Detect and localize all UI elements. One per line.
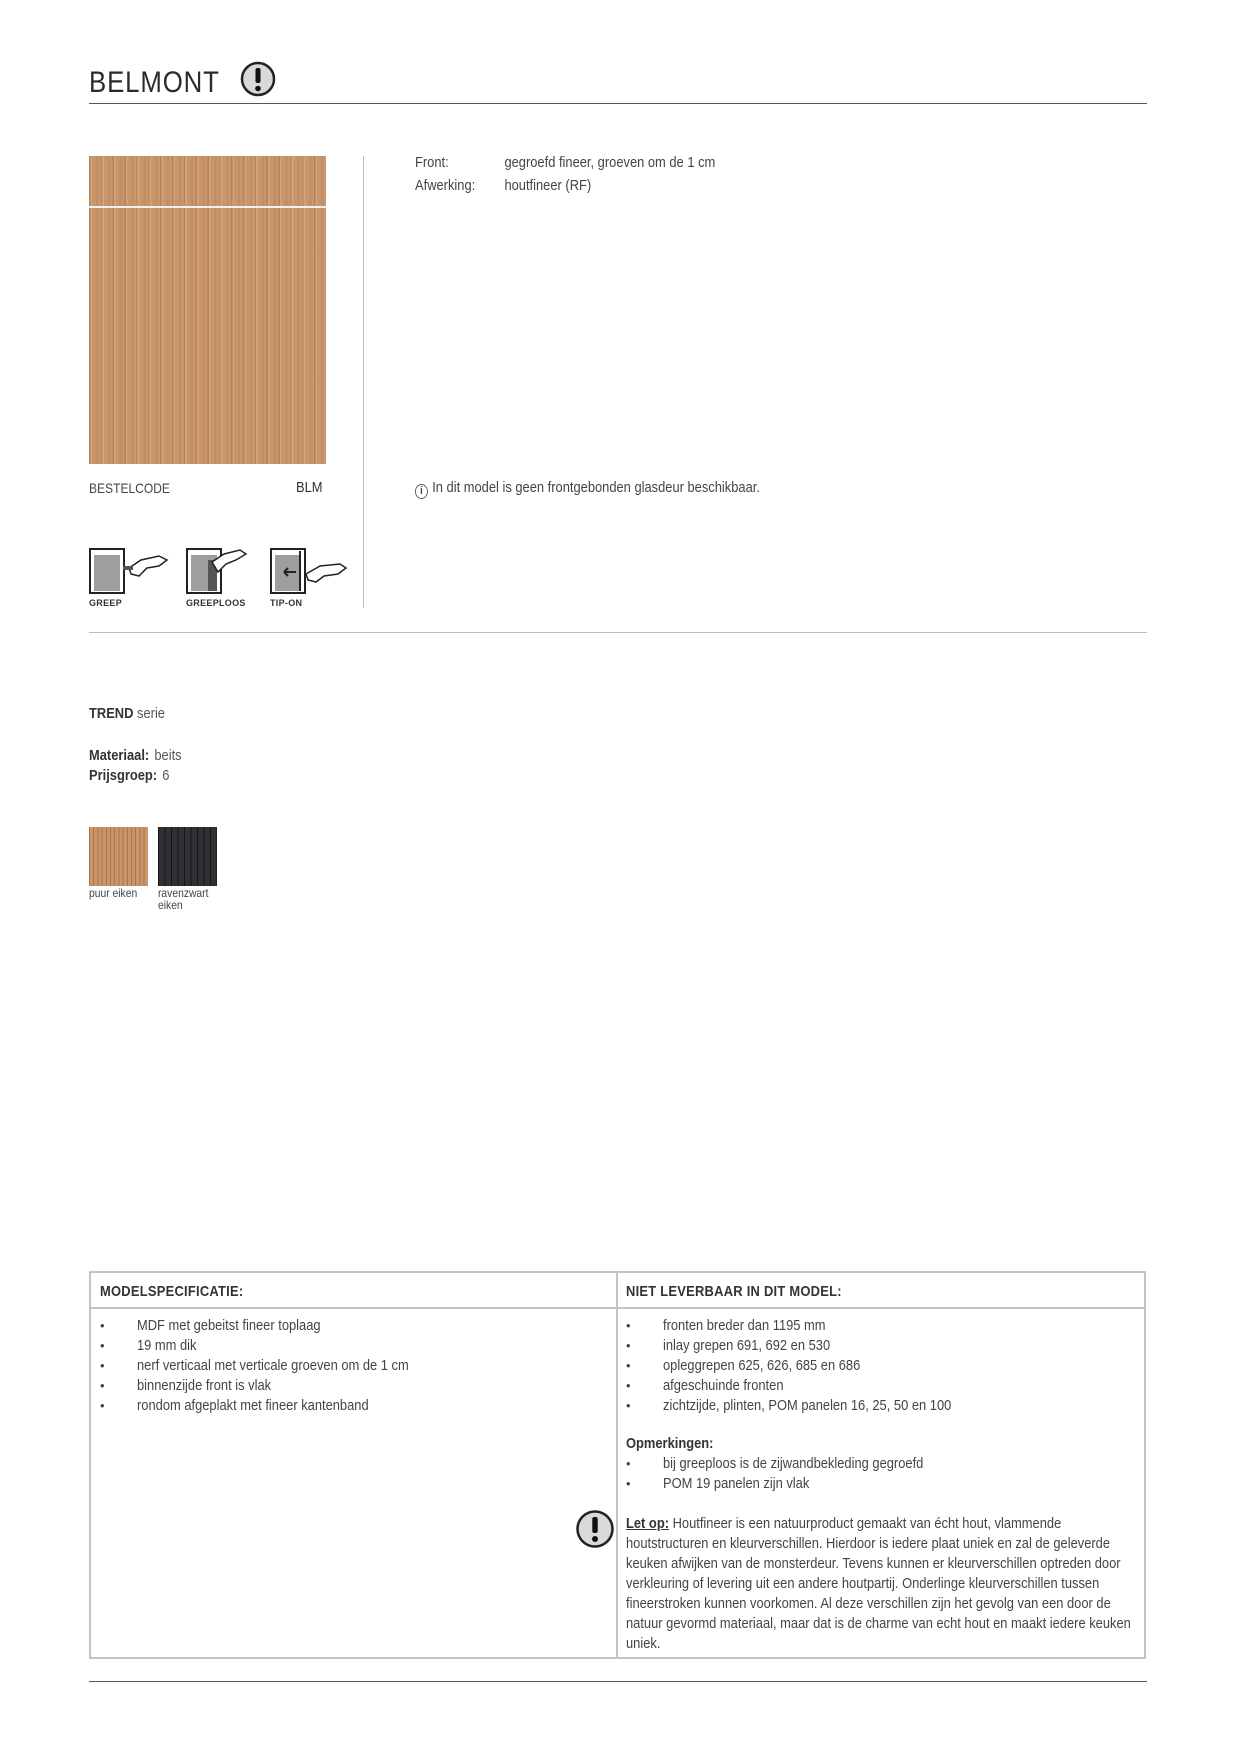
spec-label: Afwerking:: [415, 177, 476, 194]
color-label-line: ravenzwart: [158, 886, 209, 900]
table-column-divider: [616, 1273, 618, 1657]
info-note-text: In dit model is geen frontgebonden glasdeur beschikbaar.: [432, 479, 760, 496]
section-rule: [89, 632, 1147, 633]
exclamation-circle-icon: [240, 61, 276, 97]
model-spec-title: MODELSPECIFICATIE:: [100, 1283, 244, 1300]
spec-value: houtfineer (RF): [504, 177, 592, 194]
price-group-row: [89, 767, 169, 784]
color-swatch-ravenzwart-eiken[interactable]: [158, 827, 217, 886]
material-label: Materiaal:: [89, 747, 150, 764]
page-title: BELMONT: [89, 66, 220, 99]
footer-rule: [89, 1681, 1147, 1682]
attention-text: Houtfineer is een natuurproduct gemaakt van écht hout, vlammende houtstructuren en kleurverschillen. Hierdoor is iedere plaat uniek en zal de geleverde keuken afwijken van de monsterdeur. Tevens kunnen er kleurverschillen optreden door verkleuring of levering uit een andere houtpartij. Onderlinge kleurverschillen tussen fineerstroken kunnen voorkomen. Al deze verschillen zijn het gevolg van een door de natuur gevormd materiaal, maar dat is de charme van echt hout en maakt iedere keuken uniek.: [626, 1515, 1131, 1652]
order-code-label: BESTELCODE: [89, 480, 170, 496]
not-available-title: NIET LEVERBAAR IN DIT MODEL:: [626, 1283, 842, 1300]
attention-label: Let op:: [626, 1515, 669, 1532]
opening-label-greep: GREEP: [89, 598, 123, 608]
vertical-divider: [363, 156, 364, 608]
header-rule: [89, 103, 1147, 104]
series-title: [89, 705, 165, 722]
spec-value: gegroefd fineer, groeven om de 1 cm: [504, 154, 716, 171]
info-note: [415, 479, 760, 499]
material-row: [89, 747, 182, 764]
exclamation-circle-icon: [575, 1509, 615, 1549]
color-label-line: eiken: [158, 898, 183, 912]
price-group-label: Prijsgroep:: [89, 767, 158, 784]
color-label-ravenzwart-eiken: [158, 887, 208, 911]
sample-divider-line: [89, 206, 326, 208]
color-swatch-puur-eiken[interactable]: [89, 827, 148, 886]
spec-row-front: [415, 154, 715, 171]
spec-row-afwerking: [415, 177, 591, 194]
attention-note: [626, 1514, 1142, 1654]
material-value: beits: [154, 747, 182, 764]
spec-label: Front:: [415, 154, 449, 171]
order-code: BLM: [296, 479, 323, 496]
color-label-puur-eiken: puur eiken: [89, 886, 138, 900]
opening-label-greeploos: GREEPLOOS: [186, 598, 246, 608]
series-name: TREND: [89, 705, 134, 722]
front-sample-image: [89, 156, 326, 464]
opening-label-tip-on: TIP-ON: [270, 598, 303, 608]
info-icon: i: [415, 484, 428, 499]
series-suffix: serie: [137, 705, 165, 722]
remarks-title: Opmerkingen:: [626, 1435, 714, 1452]
specification-table: MODELSPECIFICATIE: NIET LEVERBAAR IN DIT MODEL: • MDF met gebeitst fineer toplaag • 19 mm dik • nerf verticaal met verticale groeven om de 1 cm • binnenzijde front is vlak • rondom afgeplakt met fineer kantenband • fronten breder dan 1195 mm • inlay grepen 691, 692 en 530 • opleggrepen 625, 626, 685 en 686 • afgeschuinde fronten • zichtzijde, plinten, POM panelen 16, 25, 50 en 100 Opmerkingen: • bij greeploos is de zijwandbekleding gegroefd • POM 19 panelen zijn vlak Let op: Houtfineer is een natuurproduct gemaakt van écht hout, vlammende houtstructuren en kleurverschillen. Hierdoor is iedere plaat uniek en zal de geleverde keuken afwijken van de monsterdeur. Tevens kunnen er kleurverschillen optreden door verkleuring of levering uit een andere houtpartij. Onderlinge kleurverschillen tussen fineerstroken kunnen voorkomen. Al deze verschillen zijn het gevolg van een door de natuur gevormd materiaal, maar dat is de charme van echt hout en maakt iedere keuken uniek.: [89, 1271, 1146, 1659]
price-group-value: 6: [162, 767, 170, 784]
